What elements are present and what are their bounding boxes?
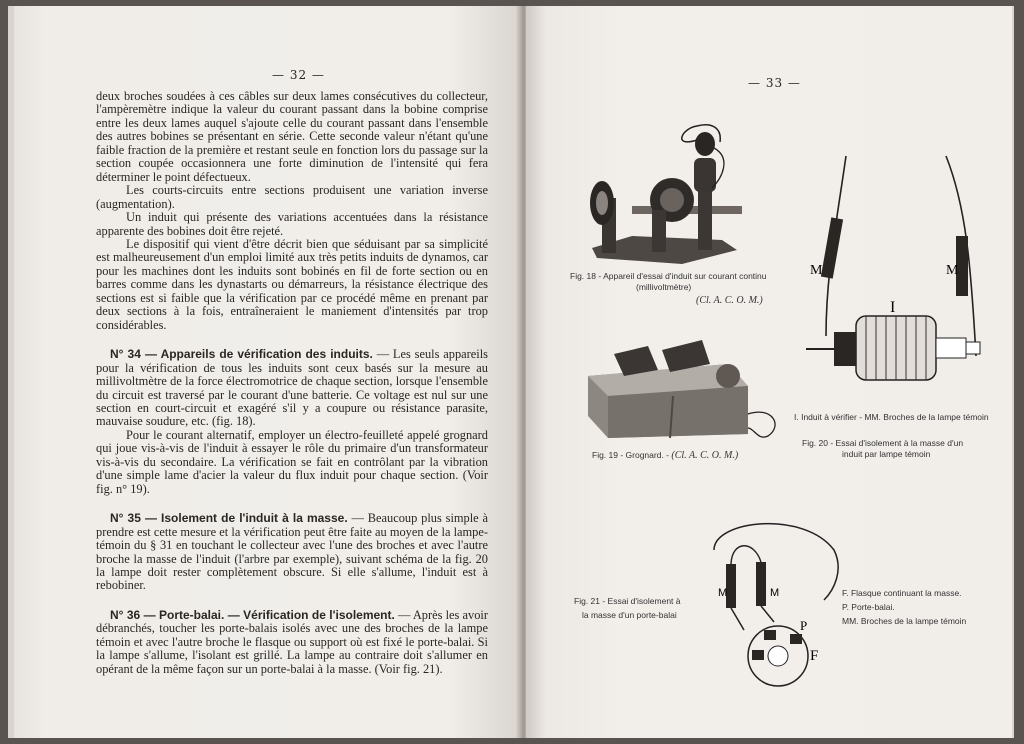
paragraph: Un induit qui présente des variations accentuées dans la résistance apparente des bobines doit être rejeté. (96, 210, 488, 238)
fig18-credit (696, 295, 763, 306)
paragraph: Les courts-circuits entre sections produisent une variation inverse (augmentation). (96, 183, 488, 211)
fig21-label-m1: M (718, 587, 728, 599)
fig21-legend-p: P. Porte-balai. (842, 602, 895, 612)
page-number: — 33 — (748, 76, 801, 90)
fig21-label-f: F (810, 648, 819, 664)
fig20-legend: I. Induit à vérifier - MM. Broches de la lampe témoin (794, 412, 989, 422)
page-number: — 32 — (272, 68, 325, 82)
paragraph: Pour le courant alternatif, employer un électro-feuilleté appelé grognard qui joue vis-à-vis de l'induit à essayer le rôle du primaire d'un transformateur vis-à-vis du secondaire. La vérification se fait en contrôlant par la vibration d'une simple lame d'acier la valeur du flux induit pour chaque section. (Voir fig. n° 19). (96, 427, 488, 496)
page-text (96, 90, 488, 676)
fig20-caption: Fig. 20 - Essai d'isolement à la masse d'un (802, 438, 964, 448)
section-34 (96, 348, 488, 429)
fig21-legend-f: F. Flasque continuant la masse. (842, 588, 962, 598)
fig19-credit: (Cl. A. C. O. M.) (671, 450, 739, 461)
section-heading: N° 35 — Isolement de l'induit à la masse. (110, 511, 348, 526)
section-heading: N° 34 — Appareils de vérification des induits. (110, 347, 373, 362)
fig21-caption: Fig. 21 - Essai d'isolement à (574, 596, 681, 606)
left-page (14, 6, 524, 738)
paragraph: Le dispositif qui vient d'être décrit bien que séduisant par sa simplicité est malheureusement d'un emploi limité aux très petits induits de dynamos, car pour les machines dont les induits sont bobinés en fil de forte section ou en barres comme dans les dynastarts ou démarreurs, la résistance électrique des sections est si faible que la vérification par ce procédé même en prenant par deux sections à la fois, entraîneraient le maniement d'intensités par trop considérables. (96, 236, 488, 332)
fig18-photo (572, 118, 762, 268)
fig19-caption: Fig. 19 - Grognard. - (592, 450, 670, 460)
credit-text: (Cl. A. C. O. M.) (696, 295, 763, 306)
fig19-photo (578, 336, 788, 446)
fig19-caption-line (592, 450, 738, 461)
fig20-label-m1: M (810, 263, 823, 278)
right-page (526, 6, 1012, 738)
fig21-caption-2: la masse d'un porte-balai (582, 610, 677, 620)
section-35 (96, 512, 488, 593)
fig18-caption: Fig. 18 - Appareil d'essai d'induit sur courant continu (570, 271, 767, 281)
section-body: — Beaucoup plus simple à prendre est cette mesure et la vérification peut être faite au moyen de la lampe-témoin du § 31 en touchant le collecteur avec l'une des broches et avec l'autre broche la masse de l'induit (l'arbre par exemple), suivant schéma de la fig. 20 la lampe doit rester complètement obscure. Si elle s'allume, l'induit est à rebobiner. (96, 511, 488, 593)
fig20-caption-2: induit par lampe témoin (842, 449, 931, 459)
section-36 (96, 609, 488, 676)
fig20-diagram (796, 146, 1002, 396)
fig18-caption-2: (millivoltmètre) (636, 282, 692, 292)
section-heading: N° 36 — Porte-balai. — Vérification de l'isolement. (110, 607, 395, 622)
open-book (8, 6, 1014, 738)
section-body: — Après les avoir débranchés, toucher les porte-balais isolés avec une des broches de la lampe témoin et avec l'autre broche le flasque ou support où est fixé le porte-balai. Si la lampe s'allume, l'isolant est grillé. La lampe au contraire doit s'allumer en opérant de la même façon sur un porte-balai à la masse. (Voir fig. 21). (96, 607, 488, 676)
fig21-legend-mm: MM. Broches de la lampe témoin (842, 616, 967, 626)
section-body: — Les seuls appareils pour la vérification de tous les induits sont ceux basés sur la mesure au millivoltmètre de la force électromotrice de chaque section, lorsque l'ensemble du circuit est traversé par le courant d'une batterie. Ce voltage est nul sur une section en court-circuit et exagéré s'il y a coupure ou résistance parasite, mauvaise soudure, etc. (fig. 18). (96, 347, 488, 429)
paragraph: deux broches soudées à ces câbles sur deux lames consécutives du collecteur, l'ampèremètre indique la valeur du courant passant dans la bobine comprise entre les deux lames auquel s'ajoute celle du courant passant dans l'ensemble des autres bobines se présentant en série. Cette seconde valeur n'étant qu'une faible fraction de la première et restant seule en fonction lors du passage sur la section coupée occasionnera une forte diminution de l'intensité qui fera déterminer le point défectueux. (96, 89, 488, 184)
fig21-label-p: P (800, 618, 808, 633)
fig21-label-m2: M (770, 587, 780, 599)
fig20-label-m2: M (946, 263, 959, 278)
fig21-diagram (704, 510, 844, 690)
fig20-label-i: I (890, 299, 896, 316)
